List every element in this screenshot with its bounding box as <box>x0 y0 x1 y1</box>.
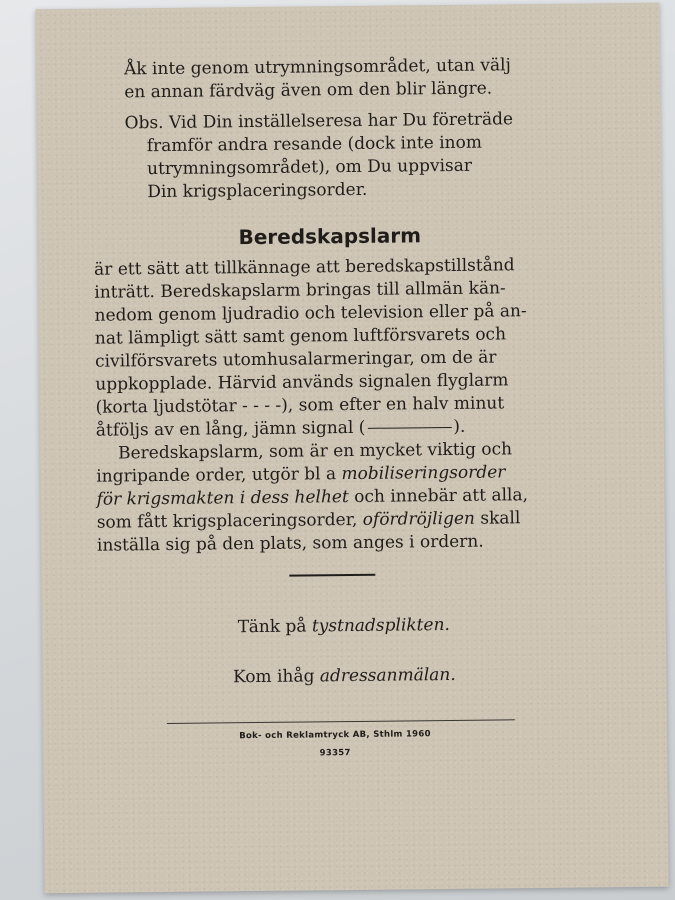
emphasis-text: tystnadsplikten. <box>311 614 450 637</box>
text-line: Obs. Vid Din inställelseresa har Du företräde <box>124 109 514 134</box>
long-signal-line <box>367 427 451 429</box>
text-line: en annan färdväg även om den blir längre. <box>124 78 493 103</box>
text-line: nedom genom ljudradio och television eller på an- <box>94 301 527 326</box>
text-line: Beredskapslarm, som är en mycket viktig och <box>117 439 513 464</box>
text-fragment: Tänk på <box>237 616 313 638</box>
booklet-page <box>35 3 668 893</box>
text-fragment: och innebär att alla, <box>348 485 529 508</box>
emphasis-text: ofördröjligen <box>362 508 476 530</box>
emphasis-text: adressanmälan. <box>319 664 456 687</box>
intro-paragraph-2 <box>124 106 675 205</box>
text-line: Din krigsplaceringsorder. <box>147 179 368 203</box>
text-fragment: ). <box>453 416 466 437</box>
section-heading: Beredskapslarm <box>238 223 422 250</box>
print-number: 93357 <box>319 748 351 759</box>
printer-imprint: Bok- och Reklamtryck AB, Sthlm 1960 <box>239 729 431 742</box>
imprint-divider <box>167 719 515 724</box>
text-fragment: åtföljs av en lång, jämn signal ( <box>95 417 366 441</box>
text-fragment: som fått krigsplaceringsorder, <box>96 509 363 533</box>
section-divider <box>289 574 375 577</box>
body-paragraph-1 <box>94 252 675 443</box>
text-line: inställa sig på den plats, som anges i ordern. <box>96 531 484 556</box>
text-line: är ett sätt att tillkännage att beredskapstillstånd <box>94 255 515 280</box>
text-fragment: skall <box>474 508 521 529</box>
text-line: civilförsvarets utomhusalarmeringar, om de är <box>94 347 497 372</box>
text-fragment: Kom ihåg <box>232 666 320 688</box>
text-fragment: ingripande order, utgör bl a <box>96 464 342 487</box>
text-line: Åk inte genom utrymningsområdet, utan välj <box>123 55 511 80</box>
reminder-address-notice <box>42 663 666 690</box>
text-line: nat lämpligt sätt samt genom luftförsvarets och <box>94 324 507 349</box>
text-line: framför andra resande (dock inte inom <box>146 132 483 157</box>
text-line: (korta ljudstötar - - - -), som efter en halv minut <box>95 393 505 418</box>
text-line: inträtt. Beredskapslarm bringas till allmän kän- <box>94 278 506 303</box>
intro-paragraph-1 <box>124 52 675 105</box>
reminder-silence-duty <box>42 613 666 640</box>
emphasis-text: mobiliseringsorder <box>341 462 506 485</box>
text-line: uppkopplade. Härvid används signalen flyglarm <box>95 370 509 395</box>
emphasis-text: för krigsmakten i dess helhet <box>96 487 349 510</box>
text-line: utrymningsområdet), om Du uppvisar <box>146 155 473 180</box>
body-paragraph-2 <box>96 436 675 558</box>
